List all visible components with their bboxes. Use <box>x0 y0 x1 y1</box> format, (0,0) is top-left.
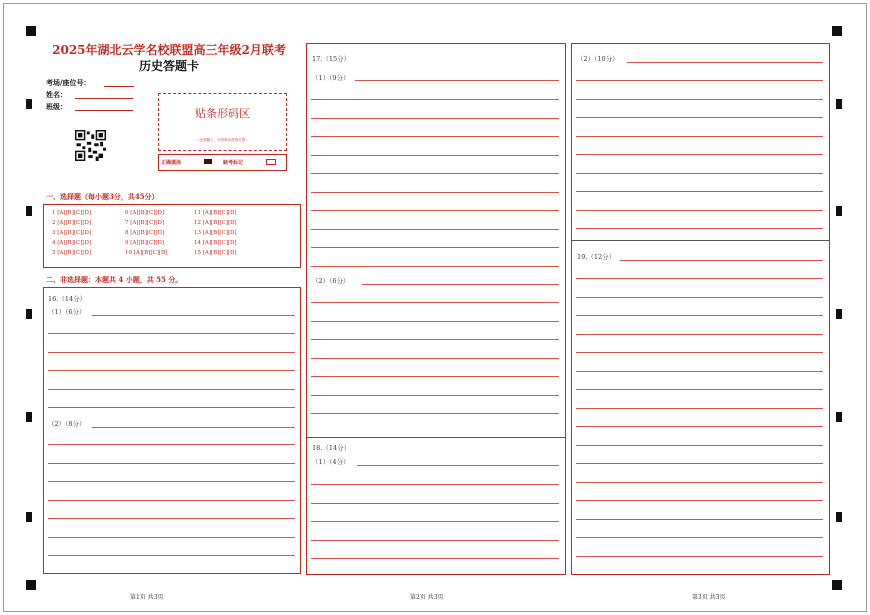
mc-question-6[interactable]: 6 [A][B][C][D] <box>125 210 165 216</box>
class-field[interactable] <box>75 110 133 111</box>
q17-q18-divider <box>307 437 565 438</box>
answer-line[interactable] <box>311 266 559 267</box>
answer-line[interactable] <box>576 445 823 446</box>
timing-mark <box>26 412 32 422</box>
timing-mark <box>836 412 842 422</box>
answer-line[interactable] <box>576 408 823 409</box>
answer-line[interactable] <box>576 334 823 335</box>
q17-part2-label: （2）（6分） <box>312 277 350 285</box>
correct-fill-label: 正确填涂 <box>161 160 182 166</box>
answer-line[interactable] <box>576 173 823 174</box>
answer-line[interactable] <box>311 521 559 522</box>
answer-line[interactable] <box>92 315 295 316</box>
answer-line[interactable] <box>311 413 559 414</box>
q16-part1-label: （1）（6分） <box>48 308 86 316</box>
q16-answer-box <box>43 287 301 574</box>
mc-question-2[interactable]: 2 [A][B][C][D] <box>52 220 92 226</box>
answer-line[interactable] <box>311 173 559 174</box>
name-label: 姓名： <box>46 90 67 99</box>
answer-line[interactable] <box>92 427 295 428</box>
page2-footer: 第2页 共3页 <box>410 594 444 601</box>
barcode-area-title: 贴条形码区 <box>195 107 250 120</box>
answer-line[interactable] <box>576 191 823 192</box>
answer-line[interactable] <box>311 192 559 193</box>
timing-mark <box>836 206 842 216</box>
answer-line[interactable] <box>48 389 295 390</box>
answer-line[interactable] <box>576 389 823 390</box>
answer-line[interactable] <box>311 136 559 137</box>
answer-line[interactable] <box>576 210 823 211</box>
answer-line[interactable] <box>311 321 559 322</box>
absent-mark-label: 缺考标记 <box>223 160 244 166</box>
q17b-part2-label: （2）（10分） <box>577 55 619 63</box>
mc-question-3[interactable]: 3 [A][B][C][D] <box>52 230 92 236</box>
multiple-choice-grid <box>43 204 301 268</box>
answer-line[interactable] <box>576 556 823 557</box>
timing-mark <box>836 99 842 109</box>
answer-line[interactable] <box>357 465 559 466</box>
answer-line[interactable] <box>311 484 559 485</box>
answer-line[interactable] <box>311 302 559 303</box>
q17-title: 17.（15分） <box>312 55 351 63</box>
corner-mark-top-left <box>26 26 36 36</box>
q17-part1-label: （1）（9分） <box>312 74 350 82</box>
answer-line[interactable] <box>576 297 823 298</box>
answer-line[interactable] <box>311 247 559 248</box>
answer-line[interactable] <box>311 99 559 100</box>
answer-line[interactable] <box>48 518 295 519</box>
answer-line[interactable] <box>576 80 823 81</box>
answer-line[interactable] <box>576 315 823 316</box>
timing-mark <box>26 309 32 319</box>
answer-line[interactable] <box>311 540 559 541</box>
class-label: 班级： <box>46 102 67 111</box>
answer-line[interactable] <box>311 210 559 211</box>
mc-question-8[interactable]: 8 [A][B][C][D] <box>125 230 165 236</box>
answer-line[interactable] <box>576 500 823 501</box>
answer-line[interactable] <box>627 62 823 63</box>
mc-question-10[interactable]: 10 [A][B][C][D] <box>125 250 168 256</box>
corner-mark-bottom-left <box>26 580 36 590</box>
q16-title: 16.（14分） <box>48 295 87 303</box>
page1-footer: 第1页 共3页 <box>130 594 164 601</box>
exam-seat-label: 考场/座位号： <box>46 78 91 87</box>
answer-line[interactable] <box>576 99 823 100</box>
q17-q18-answer-box <box>306 43 566 575</box>
section2-heading: 二、非选择题：本题共 4 小题，共 55 分。 <box>46 275 183 284</box>
answer-line[interactable] <box>576 154 823 155</box>
answer-line[interactable] <box>576 463 823 464</box>
answer-line[interactable] <box>48 444 295 445</box>
answer-line[interactable] <box>311 558 559 559</box>
answer-line[interactable] <box>48 352 295 353</box>
correct-fill-sample <box>204 159 212 164</box>
answer-line[interactable] <box>311 229 559 230</box>
absent-mark-box[interactable] <box>266 159 276 165</box>
timing-mark <box>26 99 32 109</box>
answer-line[interactable] <box>48 370 295 371</box>
answer-line[interactable] <box>576 426 823 427</box>
answer-line[interactable] <box>620 260 823 261</box>
answer-line[interactable] <box>311 358 559 359</box>
mc-question-13[interactable]: 13 [A][B][C][D] <box>194 230 237 236</box>
corner-mark-bottom-right <box>832 580 842 590</box>
section1-heading: 一、选择题（每小题3分，共45分） <box>46 192 159 201</box>
timing-mark <box>836 309 842 319</box>
answer-sheet-title: 历史答题卡 <box>138 59 199 73</box>
barcode-area <box>158 93 287 151</box>
q18-part1-label: （1）（4分） <box>312 458 350 466</box>
answer-line[interactable] <box>311 395 559 396</box>
mc-question-9[interactable]: 9 [A][B][C][D] <box>125 240 165 246</box>
q19-title: 19.（12分） <box>577 253 616 261</box>
answer-line[interactable] <box>48 407 295 408</box>
answer-line[interactable] <box>311 376 559 377</box>
exam-title: 2025年湖北云学名校联盟高三年级2月联考 <box>52 43 286 57</box>
mc-question-14[interactable]: 14 [A][B][C][D] <box>194 240 237 246</box>
answer-line[interactable] <box>576 117 823 118</box>
answer-line[interactable] <box>48 333 295 334</box>
answer-line[interactable] <box>576 537 823 538</box>
mc-question-4[interactable]: 4 [A][B][C][D] <box>52 240 92 246</box>
answer-line[interactable] <box>311 118 559 119</box>
q17b-q19-answer-box <box>571 43 830 575</box>
answer-line[interactable] <box>48 481 295 482</box>
corner-mark-top-right <box>832 26 842 36</box>
answer-line[interactable] <box>576 482 823 483</box>
timing-mark <box>26 512 32 522</box>
q18-title: 18.（14分） <box>312 444 351 452</box>
mc-question-12[interactable]: 12 [A][B][C][D] <box>194 220 237 226</box>
answer-line[interactable] <box>48 555 295 556</box>
mc-question-7[interactable]: 7 [A][B][C][D] <box>125 220 165 226</box>
answer-line[interactable] <box>48 500 295 501</box>
mc-question-11[interactable]: 11 [A][B][C][D] <box>194 210 237 216</box>
qr-code-icon <box>75 130 106 161</box>
answer-line[interactable] <box>355 80 559 81</box>
q17b-q19-divider <box>572 240 829 241</box>
answer-line[interactable] <box>576 228 823 229</box>
answer-line[interactable] <box>362 284 559 285</box>
answer-line[interactable] <box>48 537 295 538</box>
answer-line[interactable] <box>576 352 823 353</box>
answer-line[interactable] <box>576 371 823 372</box>
timing-mark <box>836 512 842 522</box>
name-field[interactable] <box>75 98 133 99</box>
fill-example-box <box>158 154 287 171</box>
answer-line[interactable] <box>576 136 823 137</box>
exam-seat-field[interactable] <box>104 86 134 87</box>
answer-line[interactable] <box>576 278 823 279</box>
page3-footer: 第3页 共3页 <box>692 594 726 601</box>
timing-mark <box>26 206 32 216</box>
q16-part2-label: （2）（8分） <box>48 420 86 428</box>
barcode-area-note: （正面朝上，切勿贴出虚线方框） <box>196 138 249 142</box>
answer-line[interactable] <box>576 519 823 520</box>
mc-question-15[interactable]: 15 [A][B][C][D] <box>194 250 237 256</box>
mc-question-1[interactable]: 1 [A][B][C][D] <box>52 210 92 216</box>
mc-question-5[interactable]: 5 [A][B][C][D] <box>52 250 92 256</box>
answer-line[interactable] <box>311 339 559 340</box>
answer-line[interactable] <box>311 503 559 504</box>
answer-line[interactable] <box>48 463 295 464</box>
answer-line[interactable] <box>311 155 559 156</box>
